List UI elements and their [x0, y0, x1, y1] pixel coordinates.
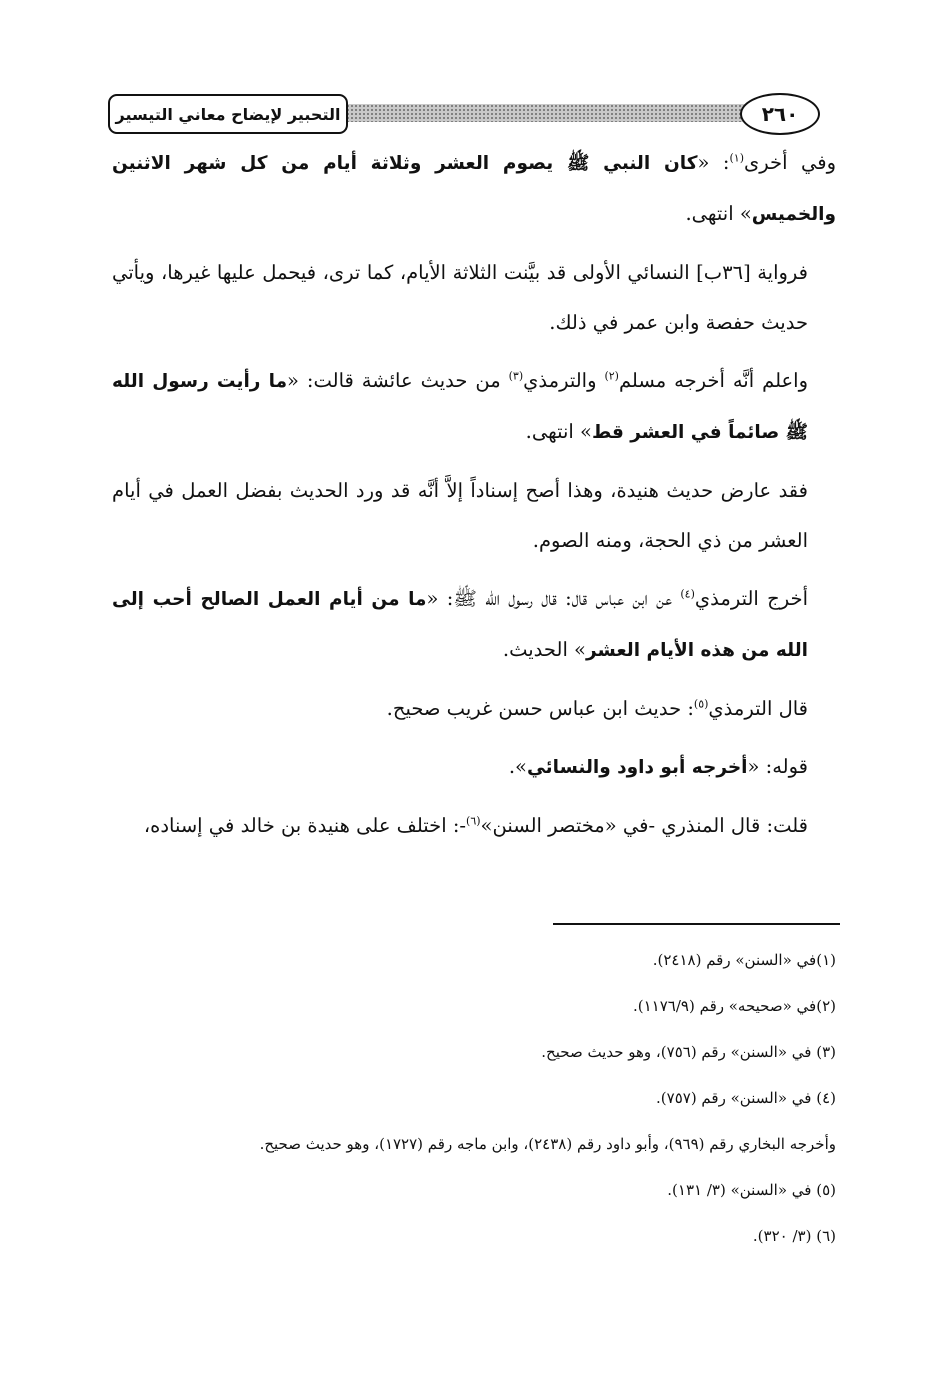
footnote-ref: (٤): [680, 587, 695, 601]
footnote-ref: (١): [729, 151, 744, 165]
book-title: [108, 94, 348, 134]
paragraph-3: واعلم أنَّه أخرجه مسلم$^{(٢)}$ والترمذي$^{(٣)}$ من حديث عائشة قالت: «ما رأيت رسول الله ﷺ صائماً في العشر قط» انتهى.: [112, 369, 808, 443]
book-title-text: التحبير لإيضاح معاني التيسير: [115, 104, 341, 124]
footnote-ref: (٣): [508, 369, 524, 383]
footnote-6: (٦) (٣/ ٣٢٠).: [752, 1227, 836, 1245]
paragraph-2: فرواية [٣٦ب] النسائي الأولى قد بيَّنت الثلاثة الأيام، كما ترى، فيحمل عليها غيرها، ويأتي حديث حفصة وابن عمر في ذلك.: [112, 261, 808, 334]
footnote-5: (٥) في «السنن» (٣/ ١٣١).: [667, 1181, 836, 1199]
page-number: [740, 93, 820, 135]
paragraph-8: قلت: قال المنذري -في «مختصر السنن»$^{(٦)}$-: اختلف على هنيدة بن خالد في إسناده،: [143, 814, 808, 837]
footnote-ref: (٥): [693, 697, 709, 711]
page-number-text: ٢٦٠: [761, 102, 799, 126]
footnote-4: (٤) في «السنن» رقم (٧٥٧).: [656, 1089, 836, 1107]
paragraph-6: قال الترمذي$^{(٥)}$: حديث ابن عباس حسن غريب صحيح.: [386, 697, 808, 720]
hadith-quote: ما من أيام العمل الصالح أحب إلى الله من هذه الأيام العشر: [112, 589, 808, 661]
paragraph-4: فقد عارض حديث هنيدة، وهذا أصح إسناداً إلاَّ أنَّه قد ورد الحديث بفضل العمل في أيام العشر من ذي الحجة، ومنه الصوم.: [112, 479, 808, 552]
paragraph-1: وفي أخرى$^{(١)}$: «كان النبي ﷺ يصوم العشر وثلاثة أيام من كل شهر الاثنين والخميس» انتهى.: [112, 151, 836, 225]
quoted-phrase: أخرجه أبو داود والنسائي: [526, 757, 748, 778]
footnote-ref: (٦): [466, 814, 481, 828]
header-decorative-band: [338, 104, 770, 122]
footnote-4-continued: وأخرجه البخاري رقم (٩٦٩)، وأبو داود رقم (٢٤٣٨)، وابن ماجه رقم (١٧٢٧)، وهو حديث صحيح.: [259, 1135, 836, 1153]
main-text: [112, 138, 836, 859]
footnote-ref: (٢): [604, 369, 619, 383]
paragraph-5: أخرج الترمذي$^{(٤)}$ عن ابن عباس قال: قال رسول الله ﷺ: «ما من أيام العمل الصالح أحب إلى الله من هذه الأيام العشر» الحديث.: [112, 587, 808, 661]
page-header: [108, 92, 840, 140]
hadith-quote: ما رأيت رسول الله ﷺ صائماً في العشر قط: [112, 371, 808, 443]
footnote-2: (٢)في «صحيحه» رقم (١١٧٦/٩).: [633, 997, 836, 1015]
footnote-1: (١)في «السنن» رقم (٢٤١٨).: [652, 951, 836, 969]
paragraph-7: قوله: «أخرجه أبو داود والنسائي».: [508, 755, 808, 778]
footnote-3: (٣) في «السنن» رقم (٧٥٦)، وهو حديث صحيح.: [541, 1043, 836, 1061]
hadith-quote: كان النبي ﷺ يصوم العشر وثلاثة أيام من كل شهر الاثنين والخميس: [112, 153, 836, 225]
footnotes: [112, 948, 836, 1270]
footnote-divider: [553, 923, 840, 925]
